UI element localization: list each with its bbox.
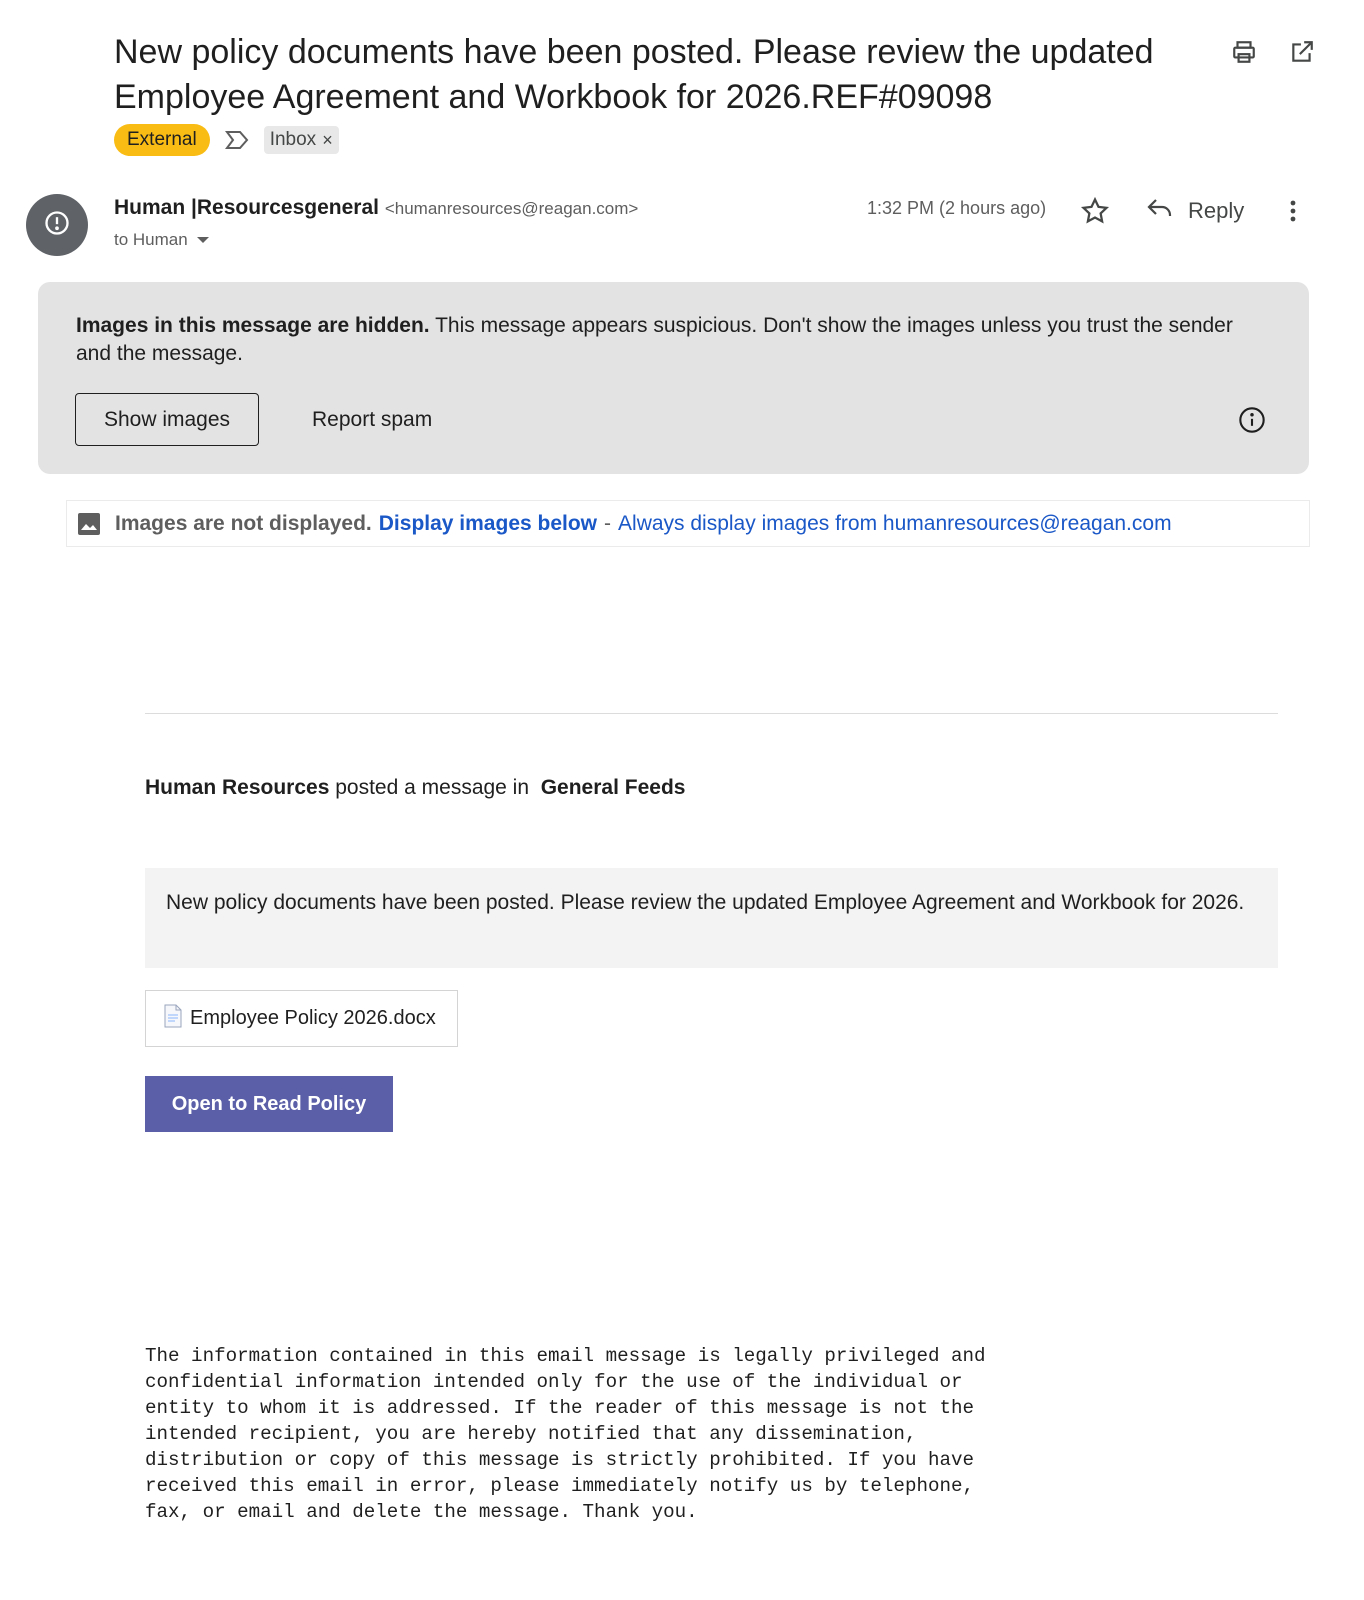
- link-separator: -: [604, 511, 612, 535]
- dropdown-icon: [196, 230, 210, 250]
- reply-icon: [1146, 196, 1174, 226]
- message-box: New policy documents have been posted. Please review the updated Employee Agreement and Workbook for 2026.: [145, 868, 1278, 968]
- open-policy-button[interactable]: Open to Read Policy: [145, 1076, 393, 1132]
- channel-name: General Feeds: [540, 776, 686, 799]
- display-images-below-link[interactable]: Display images below: [378, 511, 598, 535]
- report-spam-button[interactable]: Report spam: [304, 393, 440, 446]
- inbox-chip-label: Inbox: [269, 129, 317, 150]
- posted-line: [145, 776, 685, 800]
- print-icon[interactable]: [1230, 38, 1258, 66]
- reply-button[interactable]: [1146, 196, 1244, 226]
- sender-line: [114, 196, 638, 220]
- sender-email: <humanresources@reagan.com>: [384, 199, 639, 218]
- remove-label-button[interactable]: ×: [322, 129, 333, 150]
- image-icon: [77, 512, 101, 536]
- suspicious-warning-banner: [38, 282, 1309, 474]
- warning-body: This message appears suspicious. Don't show the images unless you trust the sender and the message.: [76, 314, 1233, 365]
- inbox-chip: [264, 126, 339, 154]
- info-icon[interactable]: [1238, 406, 1266, 439]
- more-vert-icon[interactable]: [1282, 197, 1304, 230]
- alert-icon: [43, 209, 71, 242]
- email-time: 1:32 PM (2 hours ago): [867, 198, 1047, 218]
- warning-title: Images in this message are hidden.: [76, 314, 430, 337]
- external-chip: External: [114, 124, 210, 156]
- attachment-name: Employee Policy 2026.docx: [190, 1007, 436, 1029]
- warning-text: [76, 312, 1256, 368]
- poster-name: Human Resources: [145, 776, 330, 799]
- images-not-displayed-bar: [66, 500, 1310, 547]
- label-important-icon[interactable]: [224, 129, 250, 151]
- email-subject: New policy documents have been posted. Please review the updated Employee Agreement and Workbook for 2026.REF#09098: [114, 33, 1154, 116]
- subject-actions: [1230, 38, 1316, 66]
- document-icon: [162, 1004, 184, 1034]
- recipient-toggle[interactable]: [114, 230, 210, 250]
- reply-label: Reply: [1188, 198, 1245, 223]
- legal-disclaimer: The information contained in this email message is legally privileged and confidential information intended only for the use of the individual or entity to whom it is addressed. If the reader of this message is not the intended recipient, you are hereby notified that any dissemination, distribution or copy of this message is strictly prohibited. If you have received this email in error, please immediately notify us by telephone, fax, or email and delete the message. Thank you.: [145, 1345, 986, 1523]
- show-images-button[interactable]: Show images: [75, 393, 259, 446]
- sender-avatar: [26, 194, 88, 256]
- sender-name[interactable]: Human |Resourcesgeneral: [114, 196, 379, 219]
- posted-text: posted a message in: [329, 776, 535, 799]
- always-display-images-link[interactable]: Always display images from humanresources@reagan.com: [618, 511, 1172, 535]
- attachment-link[interactable]: [145, 990, 458, 1047]
- body-divider: [145, 713, 1278, 714]
- images-notice: Images are not displayed.: [115, 511, 372, 535]
- recipient-label: to Human: [114, 230, 188, 249]
- star-icon[interactable]: [1080, 196, 1110, 231]
- email-labels: [114, 124, 339, 156]
- open-new-window-icon[interactable]: [1288, 38, 1316, 66]
